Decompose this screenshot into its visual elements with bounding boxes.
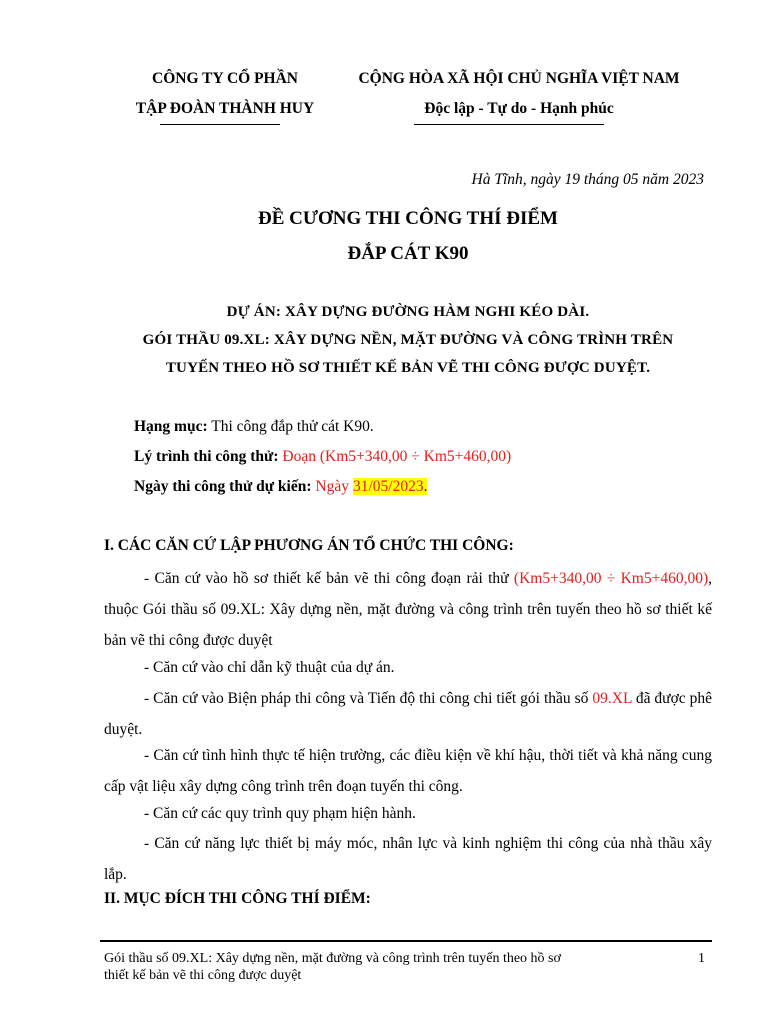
p3-text-red: 09.XL xyxy=(592,690,632,707)
package-name-line1: GÓI THẦU 09.XL: XÂY DỰNG NỀN, MẶT ĐƯỜNG VÀ CÔNG TRÌNH TRÊN xyxy=(142,332,674,348)
p5-text: - Căn cứ các quy trình quy phạm hiện hành. xyxy=(144,805,416,822)
date-value: 31/05/2023 xyxy=(352,478,424,495)
date-label: Ngày thi công thử dự kiến: xyxy=(134,478,312,495)
section1-paragraph-1 xyxy=(104,563,712,656)
section1-paragraph-6 xyxy=(104,828,712,890)
p1-text-red: (Km5+340,00 ÷ Km5+460,00) xyxy=(513,570,709,587)
p2-text: - Căn cứ vào chỉ dẫn kỹ thuật của dự án. xyxy=(144,659,395,676)
item-label: Hạng mục: xyxy=(134,418,208,435)
info-date xyxy=(134,478,427,496)
p4-text: - Căn cứ tình hình thực tế hiện trường, các điều kiện về khí hậu, thời tiết và khả năng cung cấp vật liệu xây dựng công trình trên đoạn tuyến thi công. xyxy=(104,747,712,795)
page-number: 1 xyxy=(698,951,705,966)
footer-text xyxy=(104,950,684,984)
p1-text-b: , thuộc Gói thầu số 09.XL: Xây dựng nền, mặt đường và công trình trên tuyến theo hồ sơ thiết kế bản vẽ thi công được duyệt xyxy=(104,570,712,649)
company-name-line1: CÔNG TY CỔ PHẦN xyxy=(152,70,298,87)
p1-text-a: - Căn cứ vào hồ sơ thiết kế bản vẽ thi công đoạn rải thử xyxy=(144,570,509,587)
info-route xyxy=(134,448,511,466)
motto-underline xyxy=(414,124,604,125)
date-prefix: Ngày xyxy=(315,478,349,495)
section1-paragraph-5 xyxy=(104,798,712,829)
nation-motto: Độc lập - Tự do - Hạnh phúc xyxy=(424,100,614,117)
footer-line2: thiết kế bản vẽ thi công được duyệt xyxy=(104,968,302,983)
document-date: Hà Tĩnh, ngày 19 tháng 05 năm 2023 xyxy=(471,171,704,188)
route-value: Đoạn (Km5+340,00 ÷ Km5+460,00) xyxy=(282,448,512,465)
section1-heading: I. CÁC CĂN CỨ LẬP PHƯƠNG ÁN TỔ CHỨC THI CÔNG: xyxy=(104,537,514,554)
section1-paragraph-3 xyxy=(104,683,712,745)
route-label: Lý trình thi công thử: xyxy=(134,448,279,465)
document-title: ĐỀ CƯƠNG THI CÔNG THÍ ĐIỂM xyxy=(258,208,558,229)
section1-paragraph-4 xyxy=(104,740,712,802)
nation-name: CỘNG HÒA XÃ HỘI CHỦ NGHĨA VIỆT NAM xyxy=(358,70,680,87)
section2-heading: II. MỤC ĐÍCH THI CÔNG THÍ ĐIỂM: xyxy=(104,890,371,907)
p3-text-b: đã được phê duyệt. xyxy=(104,690,713,738)
date-suffix: . xyxy=(423,478,428,495)
item-value: Thi công đắp thử cát K90. xyxy=(211,418,374,435)
package-name-line2: TUYẾN THEO HỒ SƠ THIẾT KẾ BẢN VẼ THI CÔNG ĐƯỢC DUYỆT. xyxy=(165,360,651,376)
project-name: DỰ ÁN: XÂY DỰNG ĐƯỜNG HÀM NGHI KÉO DÀI. xyxy=(226,304,590,320)
document-subtitle: ĐẮP CÁT K90 xyxy=(347,243,469,264)
info-item xyxy=(134,418,374,436)
company-name-line2: TẬP ĐOÀN THÀNH HUY xyxy=(135,100,315,117)
p6-text: - Căn cứ năng lực thiết bị máy móc, nhân lực và kinh nghiệm thi công của nhà thầu xây lắp. xyxy=(104,835,712,883)
p3-text-a: - Căn cứ vào Biện pháp thi công và Tiến độ thi công chi tiết gói thầu số xyxy=(144,690,589,707)
footer-line1: Gói thầu số 09.XL: Xây dựng nền, mặt đường và công trình trên tuyến theo hồ sơ xyxy=(104,951,561,966)
section1-paragraph-2 xyxy=(104,652,712,683)
footer-rule xyxy=(100,940,712,942)
company-underline xyxy=(160,124,280,125)
